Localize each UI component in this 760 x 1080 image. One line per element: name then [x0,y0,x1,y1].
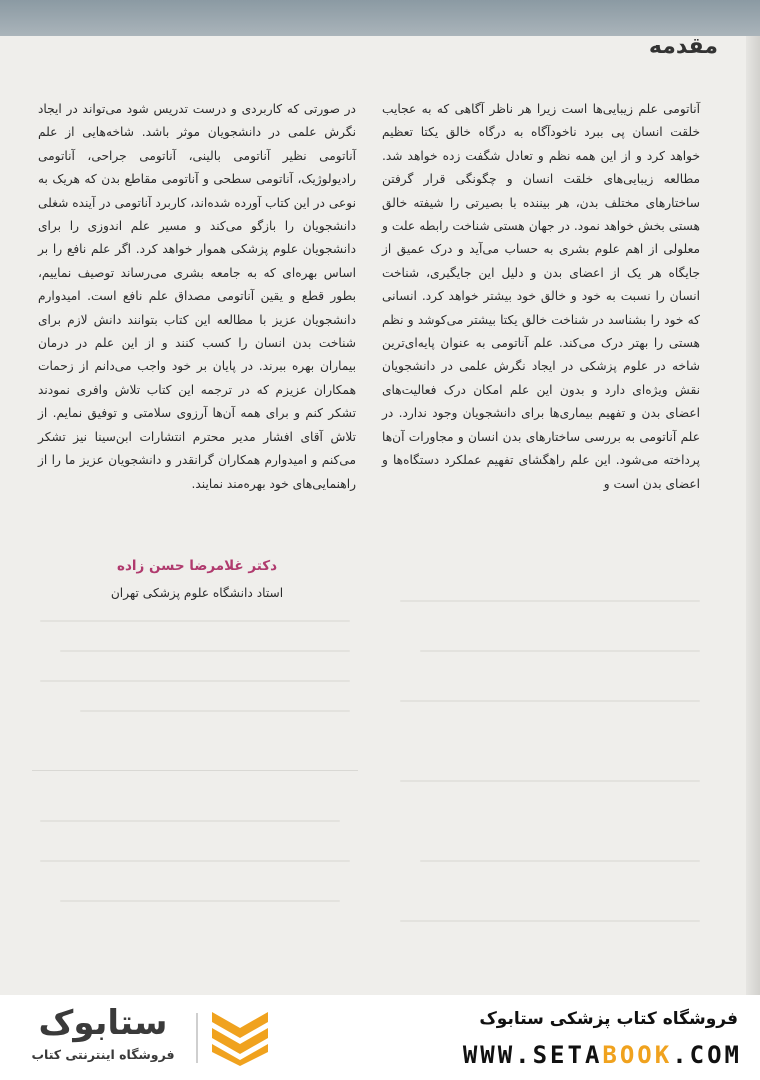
store-logo-wordmark: ستابوک [38,1003,168,1043]
store-url[interactable] [463,1041,742,1069]
store-name: فروشگاه کتاب پزشکی ستابوک [479,1009,738,1029]
store-banner[interactable] [0,995,760,1080]
intro-text-left-column: در صورتی که کاربردی و درست تدریس شود می‌تواند در ایجاد نگرش علمی در دانشجویان موثر باشد. شاخه‌هایی از علم آناتومی نظیر آناتومی بالینی، آناتومی جراحی، آناتومی رادیولوژیک، آناتومی سطحی و آناتومی مقاطع بدن که هریک به نوعی در این کتاب آورده شده‌اند، کاربرد آناتومی در آینده شغلی دانشجویان را بازگو می‌کند و مسیر علم اندوزی را برای دانشجویان علوم پزشکی هموار خواهد کرد. اگر علم نافع را بر اساس بهره‌ای که به جامعه بشری می‌رساند توصیف نماییم، بطور قطع و یقین آناتومی مصداق علم نافع است. امیدوارم دانشجویان عزیز با مطالعه این کتاب بتوانند دانش لازم برای شناخت بدن انسان را کسب کنند و از این علم در درمان بیماران بهره ببرند. در پایان بر خود واجب می‌دانم از زحمات همکاران عزیزم که در ترجمه این کتاب تلاش وافری نمودند تشکر کنم و برای همه آن‌ها آرزوی سلامتی و توفیق نمایم. از تلاش آقای افشار مدیر محترم انتشارات ابن‌سینا نیز تشکر می‌کنم و امیدوارم همکاران گرانقدر و دانشجویان عزیز ما را از راهنمایی‌های خود بهره‌مند نمایند. [38,102,356,491]
bleed-rule [32,770,358,771]
page-top-shadow [0,0,760,36]
logo-divider [196,1013,198,1063]
page-edge-shadow [746,36,760,995]
intro-text-right-column: آناتومی علم زیبایی‌ها است زیرا هر ناظر آگاهی که به عجایب خلقت انسان پی ببرد ناخودآگاه به درگاه خالق یکتا تعظیم خواهد کرد و از این همه نظم و تعادل شگفت زده خواهد شد. مطالعه زیبایی‌های خلقت انسان و چگونگی قرار گرفتن ساختارهای مختلف بدن، هر بیننده با بصیرتی را شیفته خالق هستی بخش خواهد نمود. در جهان هستی شناخت رابطه علت و معلولی از اهم علوم بشری به حساب می‌آید و درک عمیق از جایگاه هر یک از اعضای بدن و دلیل این جایگیری، شناخت انسان را نسبت به خود و خالق خود بیشتر خواهد کرد. انسانی که خود را بشناسد در شناخت خالق یکتا بیشتر می‌کوشد و نظم هستی را بهتر درک می‌کند. علم آناتومی به عنوان پایه‌ای‌ترین شاخه در علوم پزشکی در ایجاد نگرش علمی در دانشجویان نقش ویژه‌ای دارد و بدون این علم امکان درک فعالیت‌های اعضای بدن و تفهیم بیماری‌ها برای دانشجویان وجود ندارد. در علم آناتومی به بررسی ساختارهای بدن انسان و مجاورات آن‌ها پرداخته می‌شود. این علم راهگشای تفهیم عملکرد دستگاه‌ها و اعضای بدن است و [382,102,700,491]
page-heading: مقدمه [648,34,718,59]
store-logo-subtitle: فروشگاه اینترنتی کتاب [31,1047,175,1062]
url-part-2: BOOK [602,1041,673,1069]
stacked-chevrons-icon [210,1008,270,1066]
url-part-3: .COM [672,1041,742,1069]
url-part-1: WWW.SETA [462,1041,603,1069]
signature-name: دکتر غلامرضا حسن زاده [116,558,278,574]
signature-title: استاد دانشگاه علوم پزشکی تهران [110,586,284,600]
